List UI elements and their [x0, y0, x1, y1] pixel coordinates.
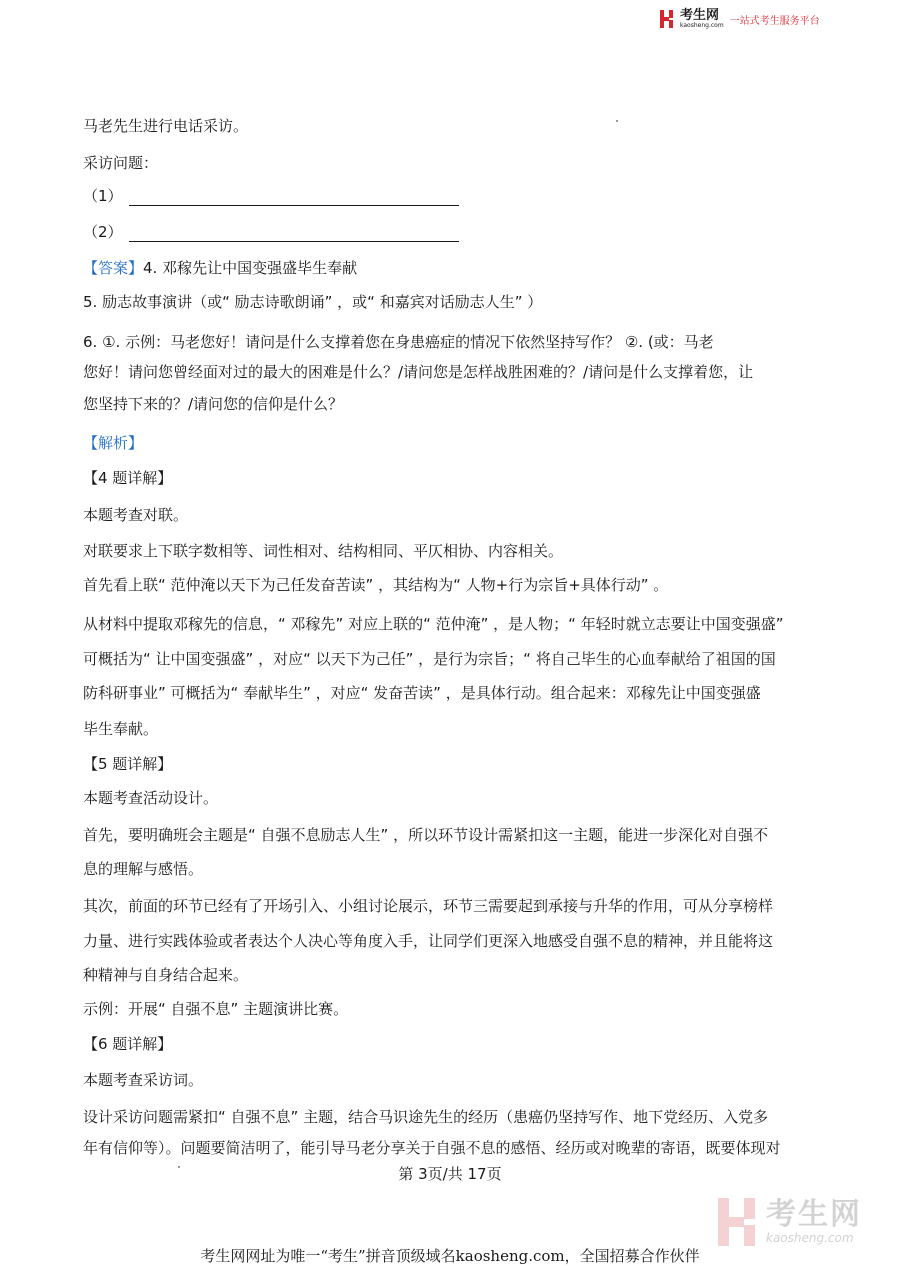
- text-line: 采访问题：: [83, 154, 159, 172]
- logo-name: 考生网: [680, 8, 720, 23]
- kaosheng-watermark-icon: [718, 1198, 760, 1246]
- text-line: 示例：开展“ 自强不息” 主题演讲比赛。: [83, 1000, 349, 1018]
- text-line: 种精神与自身结合起来。: [83, 966, 249, 984]
- text-line: 您坚持下来的？/请问您的信仰是什么？: [83, 395, 344, 413]
- watermark-name: 考生网: [766, 1197, 862, 1232]
- section-heading-4: 【4 题详解】: [83, 469, 173, 487]
- text-line: 设计采访问题需紧扣“ 自强不息” 主题，结合马识途先生的经历（患癌仍坚持写作、地下党经历、入党多: [83, 1108, 769, 1126]
- text-line: 力量、进行实践体验或者表达个人决心等角度入手，让同学们更深入地感受自强不息的精神，并且能将这: [83, 932, 774, 950]
- text-line: 马老先生进行电话采访。: [83, 117, 249, 135]
- text-line: 毕生奉献。: [83, 720, 159, 738]
- text-line: 首先看上联“ 范仲淹以天下为己任发奋苦读” ，其结构为“ 人物+行为宗旨+具体行动” 。: [83, 576, 669, 594]
- text-line: 防科研事业” 可概括为“ 奉献毕生” ，对应“ 发奋苦读” ，是具体行动。组合起来：邓稼先让中国变强盛: [83, 684, 761, 702]
- text-line: 其次，前面的环节已经有了开场引入、小组讨论展示，环节三需要起到承接与升华的作用，可从分享榜样: [83, 897, 774, 915]
- text-line: 本题考查采访词。: [83, 1071, 204, 1089]
- text-line: 您好！请问您曾经面对过的最大的困难是什么？/请问您是怎样战胜困难的？/请问是什么支撑着您，让: [83, 363, 754, 381]
- question-2-line: [83, 222, 459, 242]
- header-logo[interactable]: [660, 6, 820, 32]
- text-line: 本题考查活动设计。: [83, 789, 219, 807]
- text-line: 本题考查对联。: [83, 506, 189, 524]
- text-line: 对联要求上下联字数相等、词性相对、结构相同、平仄相协、内容相关。: [83, 542, 564, 560]
- footer-banner[interactable]: 考生网网址为唯一“考生”拼音顶级域名kaosheng.com，全国招募合作伙伴: [200, 1247, 700, 1265]
- text-line: 可概括为“ 让中国变强盛” ，对应“ 以天下为己任” ，是行为宗旨；“ 将自己毕生的心血奉献给了祖国的国: [83, 650, 776, 668]
- text-line: 从材料中提取邓稼先的信息，“ 邓稼先” 对应上联的“ 范仲淹” ，是人物；“ 年轻时就立志要让中国变强盛”: [83, 615, 784, 633]
- section-heading-6: 【6 题详解】: [83, 1035, 173, 1053]
- answer-label: 【答案】: [83, 259, 144, 277]
- answer-line: [83, 258, 357, 278]
- section-heading-5: 【5 题详解】: [83, 755, 173, 773]
- answer-4-text: 4. 邓稼先让中国变强盛毕生奉献: [143, 259, 358, 277]
- text-line: 6. ①. 示例：马老您好！请问是什么支撑着您在身患癌症的情况下依然坚持写作？ ②. (或：马老: [83, 333, 714, 351]
- logo-url: kaosheng.com: [680, 22, 724, 29]
- text-line: 5. 励志故事演讲（或“ 励志诗歌朗诵” ，或“ 和嘉宾对话励志人生” ）: [83, 293, 543, 311]
- watermark: [718, 1198, 862, 1246]
- scan-speck: [616, 120, 618, 122]
- logo-slogan: 一站式考生服务平台: [729, 15, 820, 27]
- answer-blank-2[interactable]: [129, 227, 459, 242]
- page-number: 第 3页/共 17页: [398, 1165, 502, 1183]
- question-2-number: （2）: [83, 223, 123, 241]
- text-line: 息的理解与感悟。: [83, 860, 204, 878]
- analysis-label: 【解析】: [83, 434, 144, 452]
- question-1-number: （1）: [83, 187, 123, 205]
- kaosheng-logo-icon: [660, 10, 676, 28]
- answer-blank-1[interactable]: [129, 191, 459, 206]
- text-line: 年有信仰等）。问题要简洁明了，能引导马老分享关于自强不息的感悟、经历或对晚辈的寄语，既要体现对: [83, 1139, 781, 1157]
- text-line: 首先，要明确班会主题是“ 自强不息励志人生” ，所以环节设计需紧扣这一主题，能进一步深化对自强不: [83, 826, 769, 844]
- watermark-url: kaosheng.com: [766, 1231, 854, 1245]
- question-1-line: [83, 186, 459, 206]
